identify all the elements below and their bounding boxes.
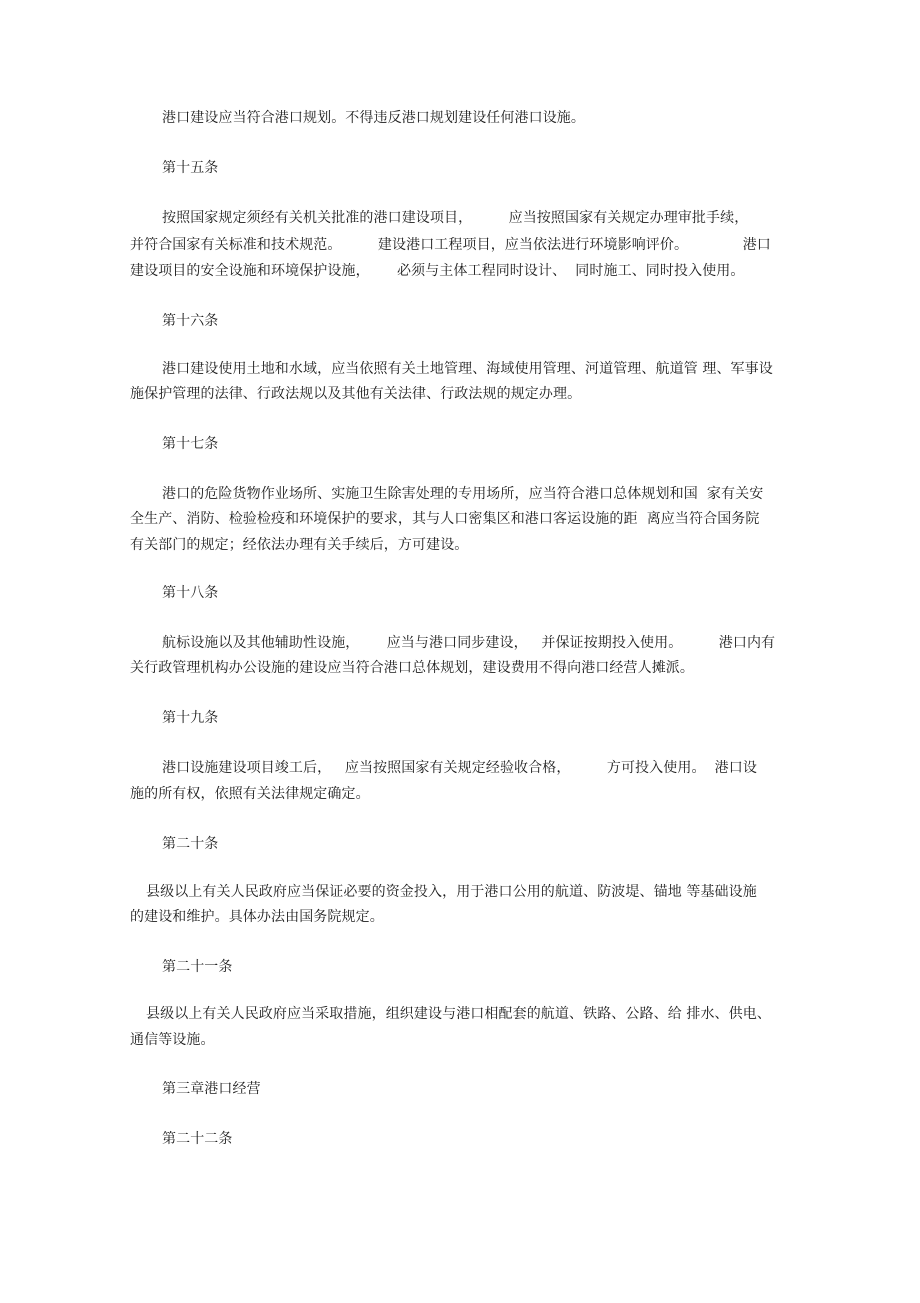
article-heading: 第二十条 <box>162 836 219 852</box>
article-line: 通信等设施。 <box>130 1032 215 1048</box>
article-line: 县级以上有关人民政府应当采取措施，组织建设与港口相配套的航道、铁路、公路、给 排水、供电、 <box>146 1006 771 1022</box>
article-line: 全生产、消防、检验检疫和环境保护的要求，其与人口密集区和港口客运设施的距 离应当符合国务院 <box>130 511 760 527</box>
article-line: 港口设施建设项目竣工后， 应当按照国家有关规定经验收合格， 方可投入使用。 港口设 <box>162 760 757 776</box>
article-heading: 第十八条 <box>162 585 219 601</box>
article-line: 关行政管理机构办公设施的建设应当符合港口总体规划，建设费用不得向港口经营人摊派。 <box>130 660 694 676</box>
article-line: 施的所有权，依照有关法律规定确定。 <box>130 786 370 802</box>
article-line: 按照国家规定须经有关机关批准的港口建设项目， 应当按照国家有关规定办理审批手续， <box>162 210 749 226</box>
article-line: 并符合国家有关标准和技术规范。 建设港口工程项目，应当依法进行环境影响评价。 港口 <box>130 237 771 253</box>
article-heading: 第二十一条 <box>162 959 233 975</box>
article-heading: 第二十二条 <box>162 1131 233 1147</box>
article-line: 建设项目的安全设施和环境保护设施， 必须与主体工程同时设计、 同时施工、同时投入使用。 <box>130 263 745 279</box>
article-line: 港口建设使用土地和水域，应当依照有关土地管理、海域使用管理、河道管理、航道管 理、军事设 <box>162 361 773 377</box>
article-heading: 第十七条 <box>162 436 219 452</box>
article-heading: 第十五条 <box>162 160 219 176</box>
article-line: 航标设施以及其他辅助性设施， 应当与港口同步建设， 并保证按期投入使用。 港口内有 <box>162 635 776 651</box>
article-heading: 第十六条 <box>162 313 219 329</box>
article-line: 有关部门的规定；经依法办理有关手续后，方可建设。 <box>130 537 469 553</box>
article-heading: 第十九条 <box>162 710 219 726</box>
intro-paragraph: 港口建设应当符合港口规划。不得违反港口规划建设任何港口设施。 <box>162 110 585 126</box>
article-line: 的建设和维护。具体办法由国务院规定。 <box>130 909 384 925</box>
article-line: 施保护管理的法律、行政法规以及其他有关法律、行政法规的规定办理。 <box>130 386 582 402</box>
chapter-heading: 第三章港口经营 <box>162 1081 261 1097</box>
article-line: 港口的危险货物作业场所、实施卫生除害处理的专用场所，应当符合港口总体规划和国 家有关安 <box>162 486 764 502</box>
article-line: 县级以上有关人民政府应当保证必要的资金投入，用于港口公用的航道、防波堤、锚地 等基础设施 <box>146 884 757 900</box>
